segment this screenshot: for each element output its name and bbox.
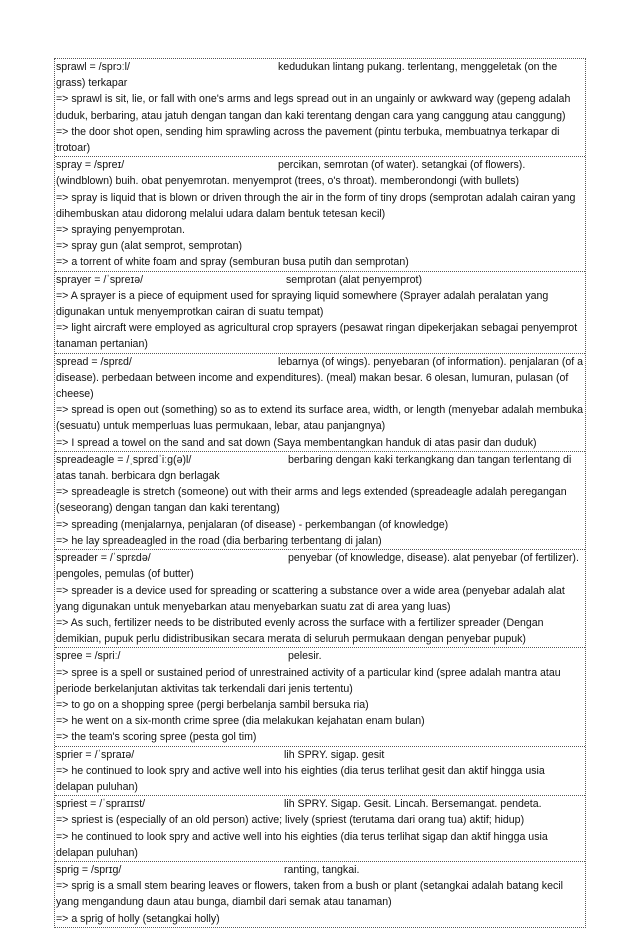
dictionary-entry: [55, 157, 585, 271]
dictionary-entry: [55, 796, 585, 862]
entry-definition: lih SPRY. Sigap. Gesit. Lincah. Bersemangat. pendeta.: [284, 798, 542, 811]
entry-example-line: => spray is liquid that is blown or driven through the air in the form of tiny drops (semprotan adalah cairan yang dihembuskan atau didorong melalui udara dalam bentuk tetesan kecil): [56, 191, 576, 220]
entry-example-line: => spree is a spell or sustained period of unrestrained activity of a particular kind (spree adalah mantra atau periode berkelanjutan aktivitas tak terkendali dari jenis tertentu): [56, 666, 561, 695]
entry-example-line: => spraying penyemprotan.: [56, 224, 185, 237]
entry-example-line: => sprig is a small stem bearing leaves or flowers, taken from a bush or plant (setangkai adalah batang kecil yang mengandung daun atau bunga, diambil dari semak atau tanaman): [56, 880, 563, 909]
entry-example-line: => spreadeagle is stretch (someone) out with their arms and legs extended (spreadeagle adalah peregangan (seseorang) dengan tangan dan kaki terentang): [56, 486, 567, 515]
entry-headword: spree = /spriː/: [56, 650, 121, 663]
entry-example-line: => I spread a towel on the sand and sat down (Saya membentangkan handuk di atas pasir dan duduk): [56, 436, 537, 449]
entry-headword: spreader = /ˈsprɛdə/: [56, 552, 151, 565]
entry-header: [56, 862, 584, 878]
entry-example-line: => a torrent of white foam and spray (semburan busa putih dan semprotan): [56, 256, 409, 269]
dictionary-table: [54, 58, 586, 928]
entry-headword: spreadeagle = /ˌsprɛdˈiːɡ(ə)l/: [56, 453, 192, 466]
entry-headword: sprig = /sprɪɡ/: [56, 863, 122, 876]
dictionary-entry: [55, 272, 585, 354]
dictionary-entry: [55, 354, 585, 452]
entry-header: [56, 452, 584, 484]
entry-definition: semprotan (alat penyemprot): [286, 273, 423, 286]
entry-definition: berbaring dengan kaki terkangkang dan tangan terlentang di atas tanah. berbicara dgn berlagak: [56, 453, 572, 483]
entry-headword: spriest = /ˈspraɪɪst/: [56, 798, 146, 811]
entry-definition: kedudukan lintang pukang. terlentang, menggeletak (on the grass) terkapar: [56, 61, 558, 90]
entry-example-line: => to go on a shopping spree (pergi berbelanja sambil bersuka ria): [56, 698, 369, 711]
entry-example-line: => A sprayer is a piece of equipment used for spraying liquid somewhere (Sprayer adalah peralatan yang digunakan untuk menyemprotkan cairan di suatu tempat): [56, 289, 549, 319]
dictionary-entry: [55, 648, 585, 746]
entry-example-line: => spreader is a device used for spreading or scattering a substance over a wide area (penyebar adalah alat yang digunakan untuk menyebarkan atau menyebarkan suatu zat di area yang luas): [56, 584, 565, 613]
entry-definition: percikan, semrotan (of water). setangkai (of flowers). (windblown) buih. obat penyemrotan. menyemprot (trees, o's throat). memberondongi (with bullets): [56, 159, 526, 188]
entry-definition: lih SPRY. sigap. gesit: [284, 748, 385, 761]
entry-headword: sprayer = /ˈspreɪə/: [56, 273, 144, 286]
entry-example-line: => As such, fertilizer needs to be distributed evenly across the surface with a fertilizer spreader (Dengan demikian, pupuk perlu didistribusikan secara merata di seluruh permukaan dengan penyebar pupuk): [56, 616, 544, 646]
entry-headword: sprawl = /sprɔːl/: [56, 61, 130, 73]
entry-header: [56, 796, 584, 812]
entry-example-line: => he lay spreadeagled in the road (dia berbaring terbentang di jalan): [56, 534, 382, 547]
entry-definition: penyebar (of knowledge, disease). alat penyebar (of fertilizer). pengoles, pemulas (of butter): [56, 552, 579, 581]
entry-header: [56, 157, 584, 189]
entry-header: [56, 550, 584, 582]
entry-header: [56, 272, 584, 288]
entry-definition: lebarnya (of wings). penyebaran (of information). penjalaran (of a disease). perbedaan between income and expenditures). (meal) makan besar. 6 olesan, lumuran, pulasan (of cheese): [56, 355, 584, 401]
entry-example-line: => he continued to look spry and active well into his eighties (dia terus terlihat gesit dan aktif hingga usia delapan puluhan): [56, 764, 545, 793]
entry-example-line: => he went on a six-month crime spree (dia melakukan kejahatan enam bulan): [56, 715, 425, 728]
dictionary-entry: [55, 862, 585, 927]
entry-header: [56, 747, 584, 763]
entry-example-line: => light aircraft were employed as agricultural crop sprayers (pesawat ringan dipekerjakan sebagai penyemprot tanaman pertanian): [56, 322, 578, 351]
entry-definition: ranting, tangkai.: [284, 863, 360, 876]
dictionary-entry: [55, 452, 585, 550]
entry-example-line: => the door shot open, sending him sprawling across the pavement (pintu terbuka, membuatnya terkapar di trotoar): [56, 125, 560, 155]
dictionary-entry: [55, 59, 585, 157]
entry-headword: spread = /sprɛd/: [56, 355, 132, 368]
entry-example-line: => he continued to look spry and active well into his eighties (dia terus terlihat sigap dan aktif hingga usia delapan puluhan): [56, 830, 548, 859]
entry-header: [56, 354, 584, 403]
entry-example-line: => spriest is (especially of an old person) active; lively (spriest (terutama dari orang tua) aktif; hidup): [56, 814, 525, 827]
entry-header: [56, 648, 584, 664]
entry-headword: spray = /spreɪ/: [56, 159, 125, 172]
entry-example-line: => sprawl is sit, lie, or fall with one's arms and legs spread out in an ungainly or awkward way (gepeng adalah duduk, berbaring, atau jatuh dengan tangan dan kaki terentang dengan cara yang canggung atau canggung): [56, 93, 571, 122]
dictionary-entry: [55, 747, 585, 797]
entry-example-line: => spreading (menjalarnya, penjalaran (of disease) - perkembangan (of knowledge): [56, 518, 449, 531]
dictionary-entry: [55, 550, 585, 648]
entry-definition: pelesir.: [288, 650, 322, 663]
entry-header: [56, 59, 584, 91]
entry-example-line: => the team's scoring spree (pesta gol tim): [56, 731, 257, 744]
entry-example-line: => a sprig of holly (setangkai holly): [56, 912, 220, 925]
entry-headword: sprier = /ˈspraɪə/: [56, 748, 135, 761]
entry-example-line: => spread is open out (something) so as to extend its surface area, width, or length (menyebar adalah membuka (sesuatu) untuk memperluas luas permukaan, lebar, atau panjangnya): [56, 404, 584, 433]
entry-example-line: => spray gun (alat semprot, semprotan): [56, 240, 243, 253]
